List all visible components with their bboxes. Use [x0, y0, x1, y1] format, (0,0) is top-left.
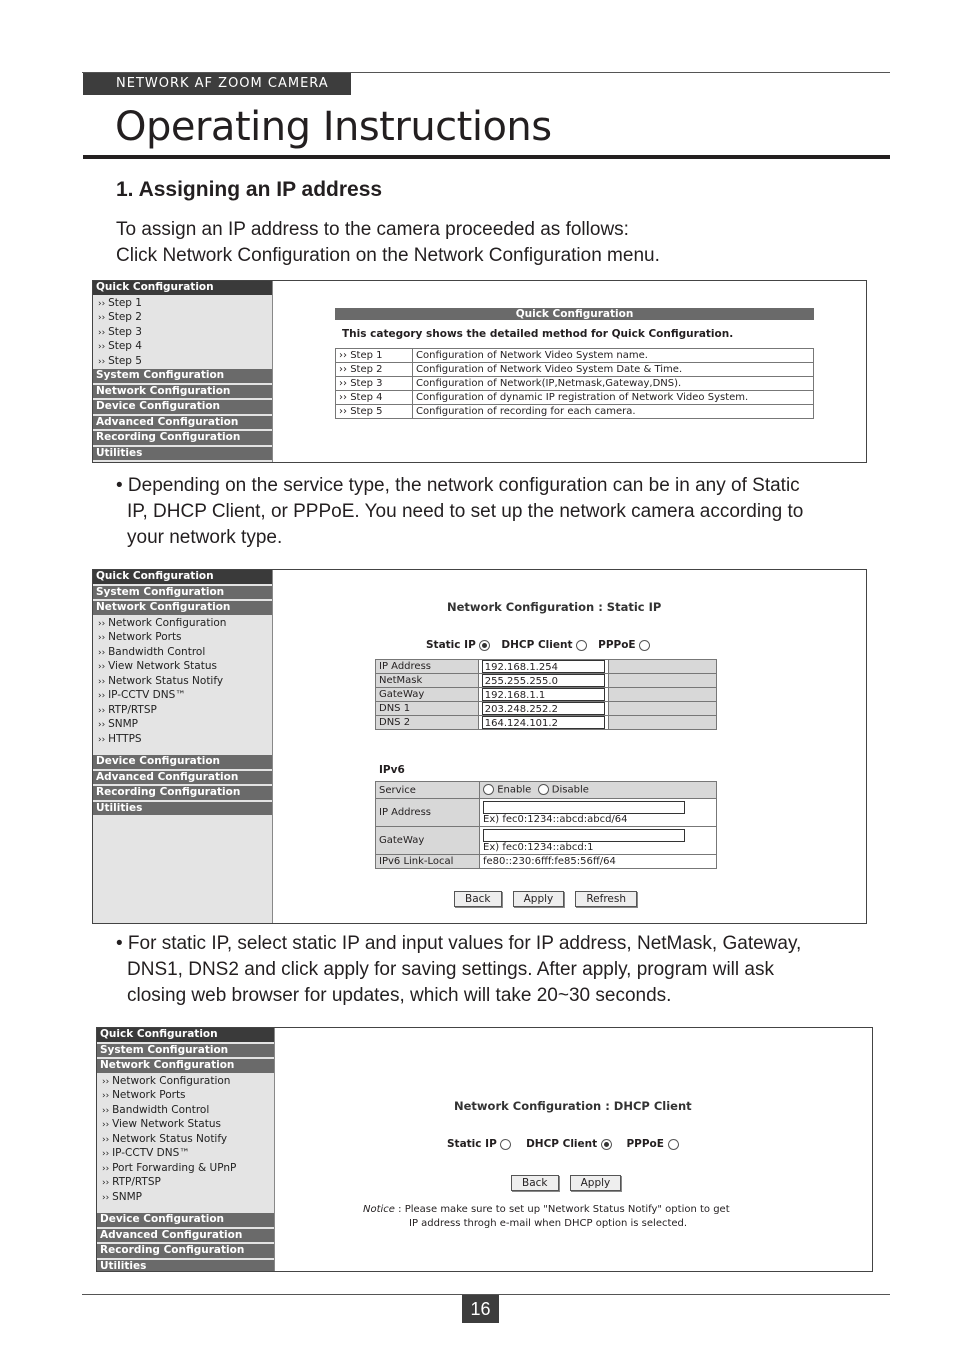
- step-cell[interactable]: ›› Step 1: [336, 349, 413, 363]
- menu-advanced-configuration[interactable]: Advanced Configuration: [97, 1229, 274, 1245]
- notice: [363, 1203, 730, 1231]
- dhcp-client-radio[interactable]: [601, 1139, 612, 1150]
- menu-quick-configuration[interactable]: Quick Configuration: [93, 281, 272, 297]
- step-cell[interactable]: ›› Step 5: [336, 405, 413, 419]
- menu-device-configuration[interactable]: Device Configuration: [97, 1213, 274, 1229]
- title-rule: [83, 155, 890, 159]
- menu-recording-configuration[interactable]: Recording Configuration: [93, 786, 272, 802]
- step-cell[interactable]: ›› Step 2: [336, 363, 413, 377]
- ipv6-disable-radio[interactable]: [538, 784, 549, 795]
- panel-title: Quick Configuration: [335, 308, 814, 320]
- table-row: [336, 363, 814, 377]
- field-label: IP Address: [376, 799, 480, 827]
- desc-cell: Configuration of Network Video System Date & Time.: [413, 363, 814, 377]
- panel-title: Network Configuration : DHCP Client: [454, 1099, 692, 1113]
- intro-line-1: To assign an IP address to the camera proceeded as follows:: [116, 219, 629, 240]
- back-button[interactable]: Back: [511, 1175, 559, 1191]
- field-value-cell: [478, 702, 608, 716]
- field-label: IP Address: [376, 660, 479, 674]
- dhcp-client-label: DHCP Client: [501, 639, 573, 651]
- pppoe-radio[interactable]: [668, 1139, 679, 1150]
- pppoe-label: PPPoE: [598, 639, 636, 651]
- menu-network-configuration[interactable]: Network Configuration: [93, 601, 272, 617]
- step-cell[interactable]: ›› Step 4: [336, 391, 413, 405]
- menu-https[interactable]: ›› HTTPS: [93, 733, 272, 748]
- menu-system-configuration[interactable]: System Configuration: [93, 586, 272, 602]
- field-label: DNS 1: [376, 702, 479, 716]
- table-row: [376, 688, 717, 702]
- notice-line-2: IP address throgh e-mail when DHCP option is selected.: [409, 1218, 688, 1229]
- menu-network-configuration[interactable]: Network Configuration: [97, 1059, 274, 1075]
- bullet-service-type: [116, 473, 876, 551]
- field-value-cell: [478, 674, 608, 688]
- page-title: Operating Instructions: [115, 104, 552, 150]
- dhcp-client-label: DHCP Client: [526, 1138, 598, 1150]
- menu-step-4[interactable]: ›› Step 4: [93, 340, 272, 355]
- table-row: [336, 405, 814, 419]
- mode-selector: [447, 1138, 679, 1150]
- menu-step-2[interactable]: ›› Step 2: [93, 311, 272, 326]
- section-heading: 1. Assigning an IP address: [116, 178, 383, 201]
- side-menu: [97, 1028, 275, 1271]
- panel-title: Network Configuration : Static IP: [447, 600, 662, 614]
- menu-utilities[interactable]: Utilities: [93, 447, 272, 463]
- table-row: [376, 799, 717, 827]
- back-button[interactable]: Back: [454, 891, 502, 907]
- apply-button[interactable]: Apply: [513, 891, 565, 907]
- static-ip-radio[interactable]: [479, 640, 490, 651]
- bullet2-line-2: DNS1, DNS2 and click apply for saving settings. After apply, program will ask: [127, 959, 774, 980]
- menu-ip-cctv-dns[interactable]: ›› IP-CCTV DNS™: [97, 1147, 274, 1162]
- screenshot-dhcp-client: [96, 1027, 873, 1272]
- ipv6-heading: IPv6: [379, 764, 405, 776]
- desc-cell: Configuration of Network(IP,Netmask,Gateway,DNS).: [413, 377, 814, 391]
- field-value-cell: [478, 716, 608, 730]
- table-row: [376, 674, 717, 688]
- button-row: [451, 887, 640, 907]
- menu-step-3[interactable]: ›› Step 3: [93, 326, 272, 341]
- menu-quick-configuration[interactable]: Quick Configuration: [97, 1028, 274, 1044]
- menu-network-status-notify[interactable]: ›› Network Status Notify: [97, 1133, 274, 1148]
- intro-paragraph: [116, 217, 660, 269]
- menu-step-5[interactable]: ›› Step 5: [93, 355, 272, 370]
- table-row: [336, 349, 814, 363]
- menu-bandwidth-control[interactable]: ›› Bandwidth Control: [97, 1104, 274, 1119]
- intro-line-2: Click Network Configuration on the Network Configuration menu.: [116, 245, 660, 266]
- field-label: IPv6 Link-Local: [376, 855, 480, 869]
- disable-label: Disable: [551, 784, 589, 796]
- button-row: [508, 1171, 624, 1191]
- static-ip-label: Static IP: [447, 1138, 497, 1150]
- step-cell[interactable]: ›› Step 3: [336, 377, 413, 391]
- gateway-input[interactable]: 192.168.1.1: [482, 688, 605, 701]
- field-label: Service: [376, 782, 480, 799]
- screenshot-static-ip: [92, 569, 867, 924]
- panel-description: This category shows the detailed method for Quick Configuration.: [342, 328, 734, 340]
- side-menu: [93, 570, 273, 923]
- page-number: 16: [462, 1295, 499, 1323]
- menu-gap: [93, 747, 272, 755]
- menu-gap: [97, 1205, 274, 1213]
- mode-selector: [426, 639, 650, 651]
- notice-line-1: [363, 1203, 730, 1217]
- bullet1-line-3: your network type.: [127, 527, 283, 548]
- field-value-cell: [478, 688, 608, 702]
- ipv6-table: [375, 781, 717, 869]
- spacer-cell: [608, 702, 716, 716]
- desc-cell: Configuration of Network Video System name.: [413, 349, 814, 363]
- menu-step-1[interactable]: ›› Step 1: [93, 297, 272, 312]
- dns1-input[interactable]: 203.248.252.2: [482, 702, 605, 715]
- refresh-button[interactable]: Refresh: [575, 891, 637, 907]
- menu-advanced-configuration[interactable]: Advanced Configuration: [93, 771, 272, 787]
- menu-system-configuration[interactable]: System Configuration: [97, 1044, 274, 1060]
- field-label: GateWay: [376, 827, 480, 855]
- pppoe-label: PPPoE: [626, 1138, 664, 1150]
- field-label: GateWay: [376, 688, 479, 702]
- ip-address-input[interactable]: 192.168.1.254: [482, 660, 605, 673]
- side-menu: [93, 281, 273, 462]
- table-row: [336, 391, 814, 405]
- ipv6-gateway-example: Ex) fec0:1234::abcd:1: [483, 842, 594, 853]
- steps-table: [335, 348, 814, 419]
- field-label: DNS 2: [376, 716, 479, 730]
- menu-bandwidth-control[interactable]: ›› Bandwidth Control: [93, 646, 272, 661]
- menu-snmp[interactable]: ›› SNMP: [93, 718, 272, 733]
- spacer-cell: [608, 660, 716, 674]
- desc-cell: Configuration of dynamic IP registration of Network Video System.: [413, 391, 814, 405]
- enable-label: Enable: [497, 784, 532, 796]
- menu-quick-configuration[interactable]: Quick Configuration: [93, 570, 272, 586]
- menu-utilities[interactable]: Utilities: [97, 1260, 274, 1273]
- service-options: [480, 782, 717, 799]
- field-value-cell: [480, 799, 717, 827]
- table-row: [376, 660, 717, 674]
- bullet1-line-2: IP, DHCP Client, or PPPoE. You need to set up the network camera according to: [127, 501, 804, 522]
- field-label: NetMask: [376, 674, 479, 688]
- bullet-static-ip: [116, 931, 876, 1009]
- notice-text-1: : Please make sure to set up "Network Status Notify" option to get: [398, 1204, 730, 1215]
- ipv6-link-local-value: fe80::230:6fff:fe85:56ff/64: [480, 855, 717, 869]
- menu-view-network-status[interactable]: ›› View Network Status: [97, 1118, 274, 1133]
- menu-snmp[interactable]: ›› SNMP: [97, 1191, 274, 1206]
- bullet2-line-3: closing web browser for updates, which will take 20~30 seconds.: [127, 985, 672, 1006]
- menu-advanced-configuration[interactable]: Advanced Configuration: [93, 416, 272, 432]
- ipv6-enable-radio[interactable]: [483, 784, 494, 795]
- menu-rtp-rtsp[interactable]: ›› RTP/RTSP: [97, 1176, 274, 1191]
- menu-network-configuration[interactable]: Network Configuration: [93, 385, 272, 401]
- menu-network-ports[interactable]: ›› Network Ports: [97, 1089, 274, 1104]
- pppoe-radio[interactable]: [639, 640, 650, 651]
- netmask-input[interactable]: 255.255.255.0: [482, 674, 605, 687]
- static-ip-label: Static IP: [426, 639, 476, 651]
- spacer-cell: [608, 716, 716, 730]
- header-tag: NETWORK AF ZOOM CAMERA: [83, 73, 351, 95]
- menu-device-configuration[interactable]: Device Configuration: [93, 755, 272, 771]
- menu-network-ports[interactable]: ›› Network Ports: [93, 631, 272, 646]
- bullet1-line-1: • Depending on the service type, the network configuration can be in any of Static: [116, 475, 800, 496]
- dns2-input[interactable]: 164.124.101.2: [482, 716, 605, 729]
- field-value-cell: [480, 827, 717, 855]
- menu-network-configuration-sub[interactable]: ›› Network Configuration: [97, 1075, 274, 1090]
- apply-button[interactable]: Apply: [570, 1175, 622, 1191]
- menu-network-status-notify[interactable]: ›› Network Status Notify: [93, 675, 272, 690]
- dhcp-client-radio[interactable]: [576, 640, 587, 651]
- ipv4-table: [375, 659, 717, 730]
- menu-recording-configuration[interactable]: Recording Configuration: [93, 431, 272, 447]
- desc-cell: Configuration of recording for each camera.: [413, 405, 814, 419]
- ipv6-gateway-input[interactable]: [483, 829, 685, 842]
- spacer-cell: [608, 674, 716, 688]
- menu-ip-cctv-dns[interactable]: ›› IP-CCTV DNS™: [93, 689, 272, 704]
- screenshot-quick-configuration: [92, 280, 867, 463]
- ipv6-address-input[interactable]: [483, 801, 685, 814]
- table-row: [376, 782, 717, 799]
- field-value-cell: [478, 660, 608, 674]
- menu-view-network-status[interactable]: ›› View Network Status: [93, 660, 272, 675]
- table-row: [376, 702, 717, 716]
- menu-rtp-rtsp[interactable]: ›› RTP/RTSP: [93, 704, 272, 719]
- table-row: [376, 827, 717, 855]
- notice-label: Notice: [363, 1204, 395, 1215]
- menu-utilities[interactable]: Utilities: [93, 802, 272, 818]
- static-ip-radio[interactable]: [500, 1139, 511, 1150]
- menu-device-configuration[interactable]: Device Configuration: [93, 400, 272, 416]
- table-row: [336, 377, 814, 391]
- menu-system-configuration[interactable]: System Configuration: [93, 369, 272, 385]
- menu-network-configuration-sub[interactable]: ›› Network Configuration: [93, 617, 272, 632]
- spacer-cell: [608, 688, 716, 702]
- table-row: [376, 855, 717, 869]
- table-row: [376, 716, 717, 730]
- ipv6-address-example: Ex) fec0:1234::abcd:abcd/64: [483, 814, 628, 825]
- menu-port-forwarding[interactable]: ›› Port Forwarding & UPnP: [97, 1162, 274, 1177]
- bullet2-line-1: • For static IP, select static IP and input values for IP address, NetMask, Gateway,: [116, 933, 802, 954]
- menu-recording-configuration[interactable]: Recording Configuration: [97, 1244, 274, 1260]
